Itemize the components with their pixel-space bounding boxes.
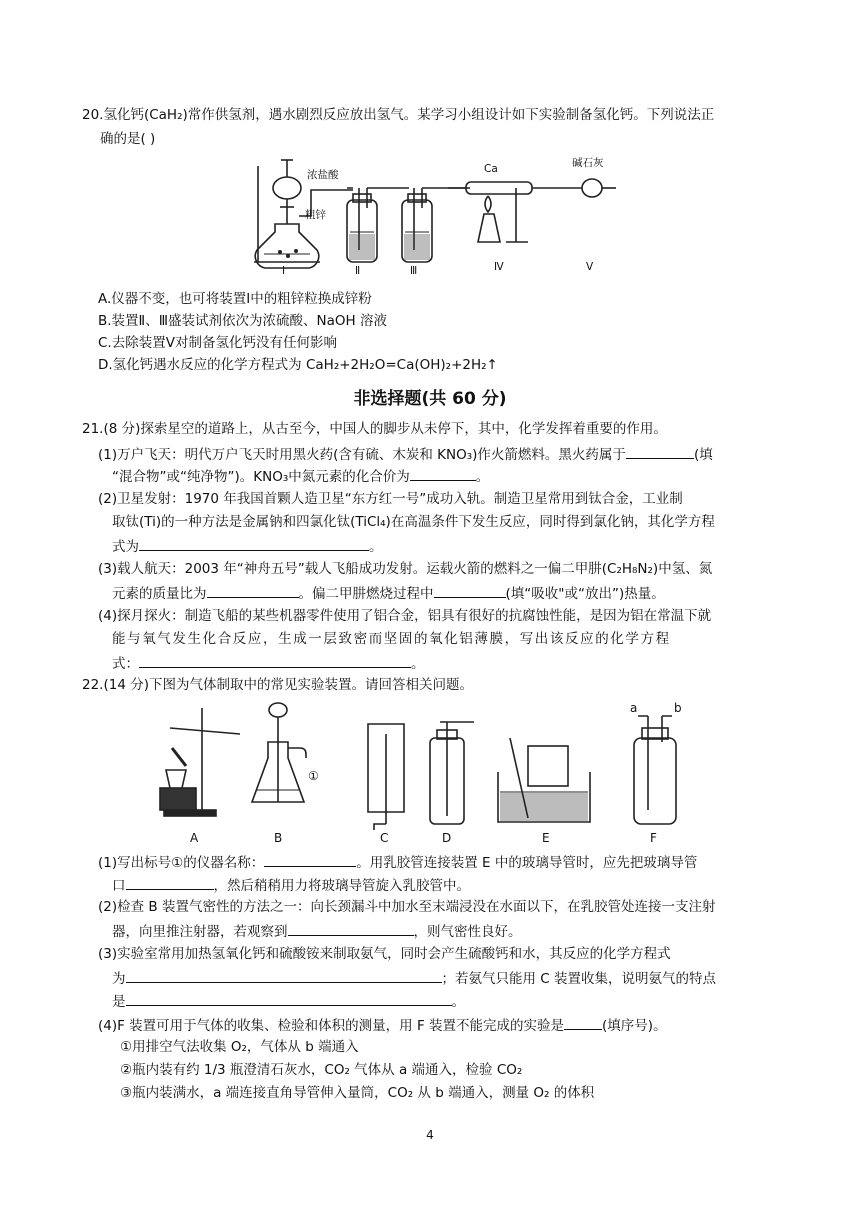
q21-part3-line1: (3)载人航天：2003 年“神舟五号”载人飞船成功发射。运载火箭的燃料之一偏二甲肼(C₂H₈N₂)中氢、氮 (98, 561, 713, 577)
q21-stem: 21.(8 分)探索星空的道路上，从古至今，中国人的脚步从未停下，其中，化学发挥着重要的作用。 (82, 421, 667, 437)
q22-part3-line1: (3)实验室常用加热氢氧化钙和硫酸铵来制取氨气，同时会产生硫酸钙和水，其反应的化学方程式 (98, 946, 671, 962)
label-D: D (442, 831, 452, 845)
label-C: C (380, 831, 389, 845)
q21-part4-text-d: 。 (411, 656, 425, 672)
q22-part3-line2 (112, 968, 716, 989)
bottle-F (634, 738, 676, 824)
q20-option-a: A.仪器不变，也可将装置Ⅰ中的粗锌粒换成锌粉 (98, 291, 372, 307)
q21-part3-line2 (112, 583, 665, 604)
q22-answer-blank-3[interactable] (288, 921, 414, 936)
q21-answer-blank-4[interactable] (207, 583, 299, 598)
q21-answer-blank-1[interactable] (626, 444, 694, 459)
label-II: Ⅱ (355, 265, 361, 277)
q22-part2-text-b: 器，向里推注射器，若观察到 (112, 924, 288, 940)
q22-part1-line2 (112, 875, 470, 896)
q22-part3-line3 (112, 991, 465, 1012)
q22-answer-blank-2[interactable] (126, 875, 214, 890)
q21-part2-line2: 取钛(Ti)的一种方法是金属钠和四氯化钛(TiCl₄)在高温条件下发生反应，同时得到氯化钠，其化学方程 (112, 514, 715, 530)
q22-answer-blank-4[interactable] (126, 968, 442, 983)
reaction-tube-IV (466, 182, 532, 194)
q21-part2-text-c: 式为 (112, 539, 139, 555)
q22-part2-line1: (2)检查 B 装置气密性的方法之一：向长颈漏斗中加水至末端浸没在水面以下，在乳胶管处连接一支注射 (98, 899, 716, 915)
q22-option-1: ①用排空气法收集 O₂，气体从 b 端通入 (120, 1039, 359, 1055)
q21-part1-text-a: (1)万户飞天：明代万户飞天时用黑火药(含有硫、木炭和 KNO₃)作火箭燃料。黑火药属于 (98, 447, 626, 463)
q21-part1-text-c: “混合物”或“纯净物”)。KNO₃中氮元素的化合价为 (112, 469, 410, 485)
q22-answer-blank-1[interactable] (264, 852, 356, 867)
q21-answer-blank-3[interactable] (139, 536, 369, 551)
q22-option-2: ②瓶内装有约 1/3 瓶澄清石灰水，CO₂ 气体从 a 端通入，检验 CO₂ (120, 1062, 523, 1078)
label-circle-1: ① (308, 769, 319, 783)
q21-part1-text-b: (填 (693, 447, 713, 463)
label-b: b (674, 701, 682, 715)
q20-option-c: C.去除装置Ⅴ对制备氢化钙没有任何影响 (98, 335, 337, 351)
q20-stem-line1: 20.氢化钙(CaH₂)常作供氢剂，遇水剧烈反应放出氢气。某学习小组设计如下实验制备氢化钙。下列说法正 (82, 107, 715, 123)
q21-answer-blank-6[interactable] (139, 653, 411, 668)
q21-part4-line2: 能与氧气发生化合反应，生成一层致密而坚固的氧化铝薄膜，写出该反应的化学方程 (112, 631, 671, 647)
separatory-funnel (273, 177, 301, 199)
page-number: 4 (426, 1128, 434, 1142)
q22-part3-text-d: 是 (112, 994, 126, 1010)
q22-part3-text-c: ；若氨气只能用 C 装置收集，说明氨气的特点 (441, 971, 717, 987)
label-E: E (542, 831, 550, 845)
q20-stem-line2: 确的是( ) (100, 131, 156, 147)
q21-part3-text-b: 元素的质量比为 (112, 586, 207, 602)
q21-part3-text-c: 。偏二甲肼燃烧过程中 (298, 586, 434, 602)
q21-part1-line2 (112, 466, 489, 487)
q22-part4-text: (4)F 装置可用于气体的收集、检验和体积的测量，用 F 装置不能完成的实验是 (98, 1018, 565, 1034)
section-title: 非选择题(共 60 分) (353, 389, 507, 409)
label-zinc: 粗锌 (305, 209, 326, 221)
q22-part1-text-a: (1)写出标号①的仪器名称： (98, 855, 265, 871)
q22-part2-text-c: ，则气密性良好。 (413, 924, 522, 940)
q22-part4-text-end: (填序号)。 (602, 1018, 667, 1034)
q22-part3-text-b: 为 (112, 971, 126, 987)
label-F: F (650, 831, 657, 845)
q22-stem: 22.(14 分)下图为气体制取中的常见实验装置。请回答相关问题。 (82, 677, 473, 693)
q21-part4-line3 (112, 653, 425, 674)
q22-answer-blank-5[interactable] (126, 991, 452, 1006)
q22-option-3: ③瓶内装满水，a 端连接直角导管伸入量筒，CO₂ 从 b 端通入，测量 O₂ 的体积 (120, 1085, 595, 1101)
label-ca: Ca (484, 163, 498, 175)
q21-part4-line1: (4)探月探火：制造飞船的某些机器零件使用了铝合金，铝具有很好的抗腐蚀性能，是因为铝在常温下就 (98, 608, 712, 624)
q22-part1-text-d: ，然后稍稍用力将玻璃导管旋入乳胶管中。 (213, 878, 470, 894)
q21-part3-text-d: (填“吸收"或“放出”)热量。 (505, 586, 665, 602)
label-hcl: 浓盐酸 (307, 169, 339, 181)
q21-part1-text-d: 。 (475, 469, 490, 485)
q22-part1-text-c: 口 (112, 878, 126, 894)
q21-answer-blank-2[interactable] (410, 466, 476, 481)
q21-part1-line1 (98, 444, 713, 465)
label-B: B (274, 831, 283, 845)
label-IV: Ⅳ (494, 261, 504, 273)
label-A: A (190, 831, 199, 845)
q22-part2-line2 (112, 921, 522, 942)
label-III: Ⅲ (410, 265, 418, 277)
q20-option-b: B.装置Ⅱ、Ⅲ盛装试剂依次为浓硫酸、NaOH 溶液 (98, 313, 387, 329)
q22-answer-blank-6[interactable] (564, 1015, 602, 1030)
label-a: a (630, 701, 638, 715)
q21-part2-line1: (2)卫星发射：1970 年我国首颗人造卫星“东方红一号”成功入轨。制造卫星常用到钛合金，工业制 (98, 491, 683, 507)
q21-part2-text-d: 。 (369, 539, 383, 555)
q20-apparatus-figure (250, 152, 620, 277)
q21-answer-blank-5[interactable] (434, 583, 506, 598)
q21-part2-line3 (112, 536, 383, 557)
burner (478, 214, 500, 242)
label-V: Ⅴ (586, 261, 594, 273)
q21-part4-text-c: 式： (112, 656, 139, 672)
label-I: Ⅰ (282, 265, 286, 277)
q22-part4-line1 (98, 1015, 667, 1036)
drying-tube-V (582, 179, 602, 197)
q22-apparatus-figure (150, 698, 710, 846)
q20-option-d: D.氢化钙遇水反应的化学方程式为 CaH₂+2H₂O=Ca(OH)₂+2H₂↑ (98, 357, 498, 373)
q22-part1-line1 (98, 852, 697, 873)
q22-part3-text-e: 。 (451, 994, 465, 1010)
label-soda-lime: 碱石灰 (572, 157, 604, 169)
q22-part1-text-b: 。用乳胶管连接装置 E 中的玻璃导管时，应先把玻璃导管 (356, 855, 698, 871)
